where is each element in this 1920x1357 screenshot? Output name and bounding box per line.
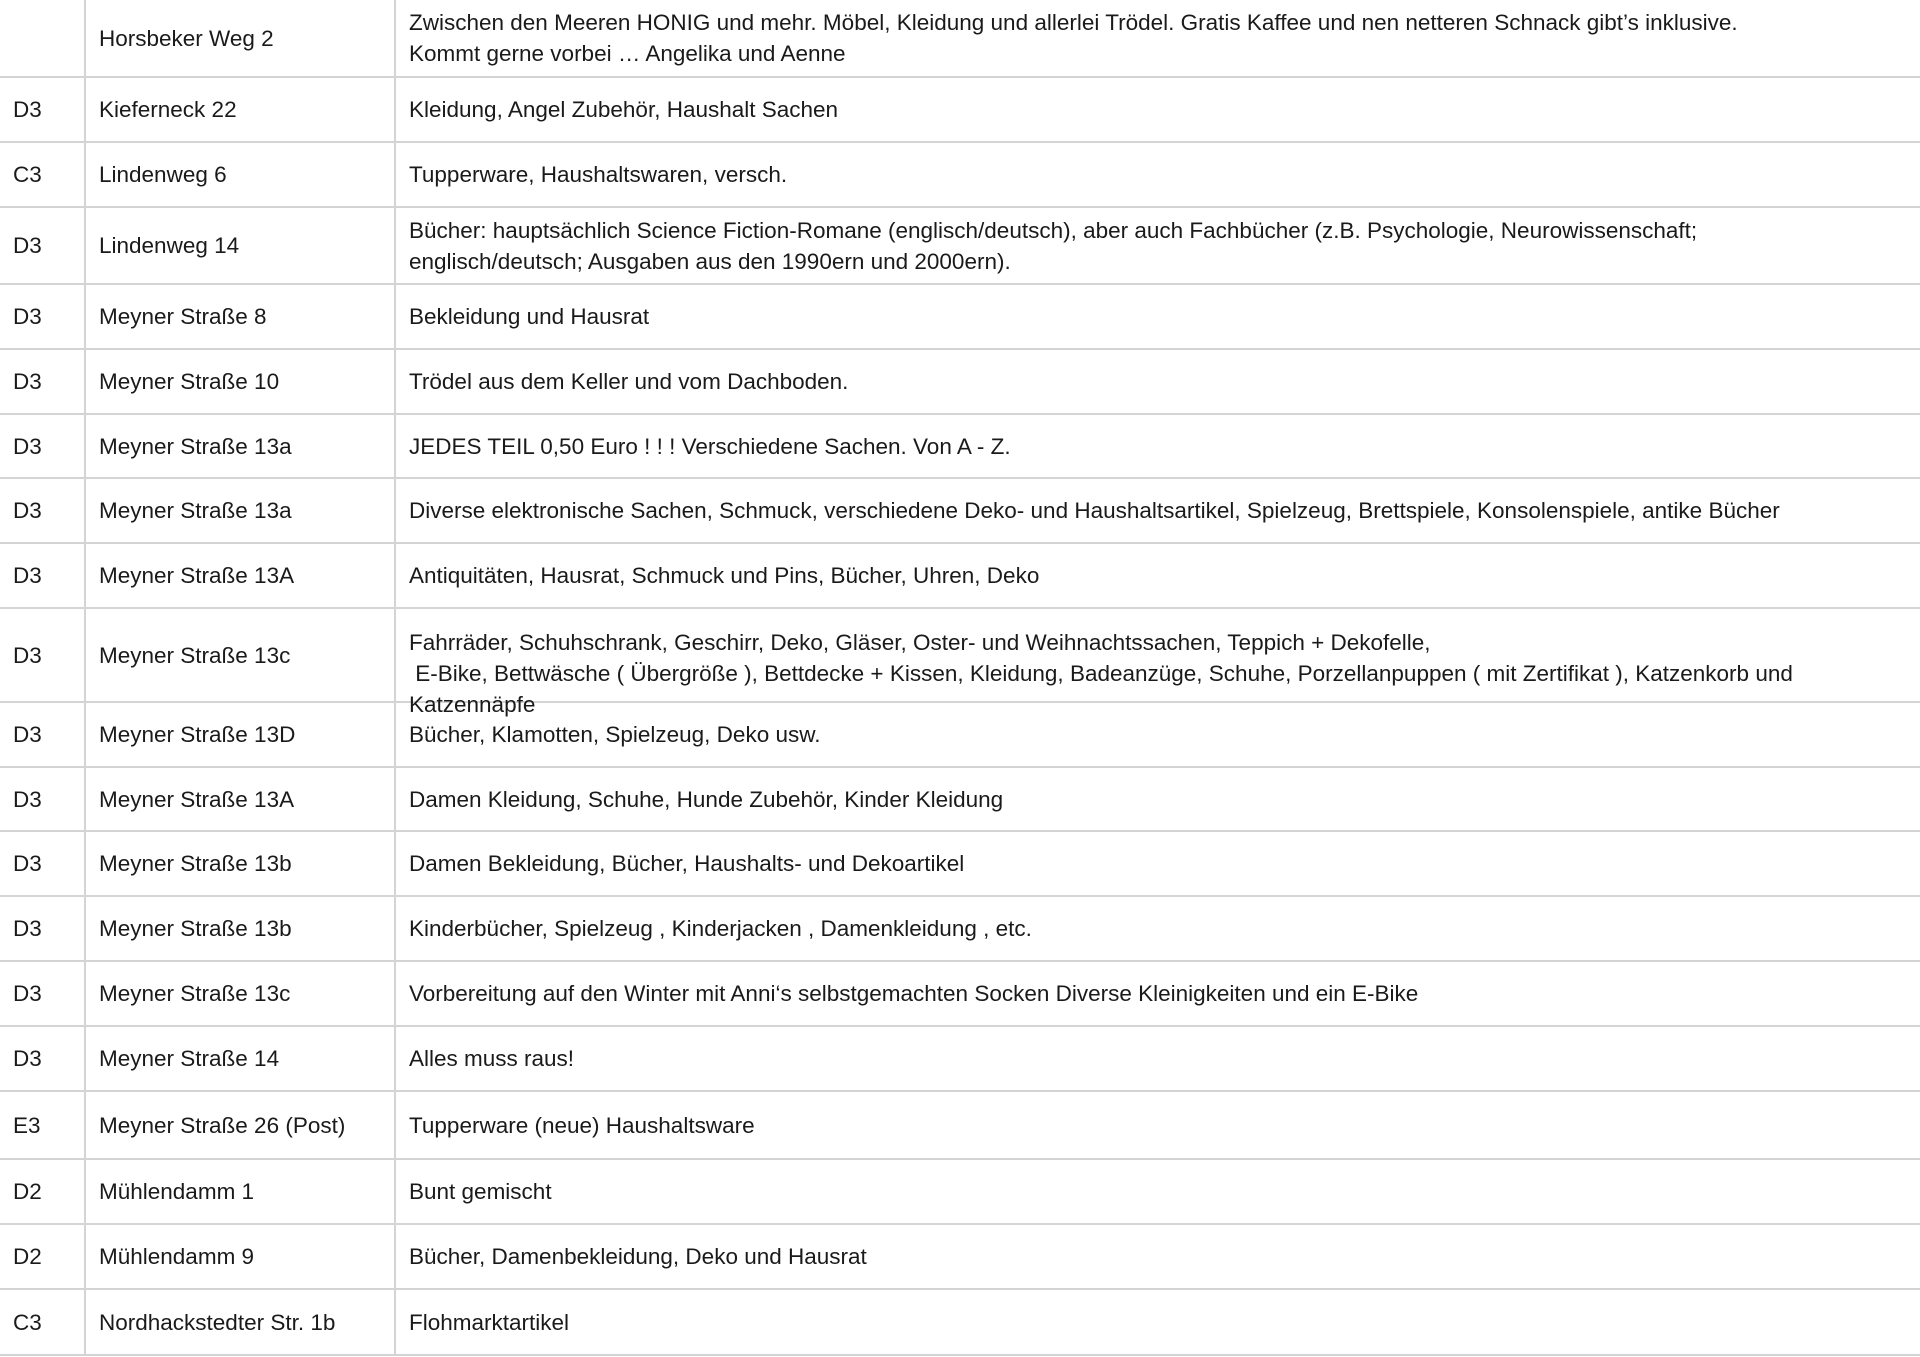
- description-line: englisch/deutsch; Ausgaben aus den 1990ern und 2000ern).: [409, 248, 1011, 274]
- table-row: [0, 349, 1920, 414]
- description-text: [409, 1043, 1907, 1074]
- description-line: Bunt gemischt: [409, 1179, 552, 1204]
- grid-cell: D2: [0, 1224, 85, 1289]
- description-cell: [395, 414, 1920, 478]
- description-text: [409, 159, 1907, 190]
- address-cell: Meyner Straße 13A: [85, 767, 395, 831]
- description-text: [409, 366, 1907, 397]
- address-cell: Meyner Straße 13c: [85, 608, 395, 702]
- address-cell: Lindenweg 14: [85, 207, 395, 284]
- table-row: [0, 1091, 1920, 1159]
- address-cell: Meyner Straße 8: [85, 284, 395, 349]
- description-line: Bekleidung und Hausrat: [409, 304, 650, 329]
- description-line: Bücher: hauptsächlich Science Fiction-Romane (englisch/deutsch), aber auch Fachbücher (z.B. Psychologie, Neurowissenschaft;: [409, 217, 1698, 243]
- description-text: [409, 431, 1907, 462]
- address-cell: Mühlendamm 9: [85, 1224, 395, 1289]
- grid-cell: D3: [0, 207, 85, 284]
- description-line: Damen Bekleidung, Bücher, Haushalts- und Dekoartikel: [409, 851, 965, 876]
- description-cell: [395, 349, 1920, 414]
- description-cell: [395, 284, 1920, 349]
- grid-cell: D3: [0, 414, 85, 478]
- grid-cell: D3: [0, 702, 85, 767]
- description-text: [409, 784, 1907, 815]
- description-text: [409, 94, 1907, 125]
- address-cell: Mühlendamm 1: [85, 1159, 395, 1224]
- description-line: Antiquitäten, Hausrat, Schmuck und Pins, Bücher, Uhren, Deko: [409, 563, 1040, 588]
- table-row: [0, 831, 1920, 896]
- address-cell: Meyner Straße 13D: [85, 702, 395, 767]
- description-line: Alles muss raus!: [409, 1046, 575, 1071]
- description-line: Fahrräder, Schuhschrank, Geschirr, Deko, Gläser, Oster- und Weihnachtssachen, Teppich + Dekofelle,: [409, 630, 1431, 655]
- address-cell: Nordhackstedter Str. 1b: [85, 1289, 395, 1355]
- description-line: Damen Kleidung, Schuhe, Hunde Zubehör, Kinder Kleidung: [409, 786, 1004, 812]
- grid-cell: D3: [0, 349, 85, 414]
- description-line: Kinderbücher, Spielzeug , Kinderjacken , Damenkleidung , etc.: [409, 916, 1032, 941]
- grid-cell: E3: [0, 1091, 85, 1159]
- description-cell: [395, 543, 1920, 608]
- description-text: [409, 7, 1907, 69]
- description-text: [409, 560, 1907, 591]
- grid-cell: D3: [0, 767, 85, 831]
- table-row: [0, 543, 1920, 608]
- grid-cell: D3: [0, 896, 85, 961]
- description-cell: [395, 478, 1920, 543]
- address-cell: Meyner Straße 13A: [85, 543, 395, 608]
- description-line: Katzennäpfe: [409, 692, 536, 717]
- description-cell: [395, 1289, 1920, 1355]
- grid-cell: D3: [0, 831, 85, 896]
- grid-cell: D2: [0, 1159, 85, 1224]
- description-cell: [395, 77, 1920, 142]
- table-row: [0, 478, 1920, 543]
- grid-cell: [0, 0, 85, 77]
- grid-cell: D3: [0, 284, 85, 349]
- grid-cell: D3: [0, 608, 85, 702]
- description-text: [409, 627, 1907, 717]
- description-line: Tupperware (neue) Haushaltsware: [409, 1112, 755, 1138]
- description-text: [409, 1241, 1907, 1272]
- description-line: Flohmarktartikel: [409, 1309, 570, 1335]
- table-row: [0, 896, 1920, 961]
- grid-cell: D3: [0, 77, 85, 142]
- table-row: [0, 77, 1920, 142]
- description-cell: [395, 207, 1920, 284]
- grid-cell: D3: [0, 961, 85, 1026]
- address-cell: Meyner Straße 10: [85, 349, 395, 414]
- address-cell: Meyner Straße 14: [85, 1026, 395, 1091]
- description-cell: [395, 1091, 1920, 1159]
- description-line: Vorbereitung auf den Winter mit Anni‘s selbstgemachten Socken Diverse Kleinigkeiten und ein E-Bike: [409, 981, 1419, 1006]
- description-cell: [395, 1026, 1920, 1091]
- address-cell: Lindenweg 6: [85, 142, 395, 207]
- description-line: Kommt gerne vorbei … Angelika und Aenne: [409, 41, 846, 66]
- description-line: Diverse elektronische Sachen, Schmuck, verschiedene Deko- und Haushaltsartikel, Spielzeug, Brettspiele, Konsolenspiele, antike Bücher: [409, 498, 1780, 523]
- description-text: [409, 301, 1907, 332]
- table-row: [0, 1026, 1920, 1091]
- description-text: [409, 1110, 1907, 1141]
- table-row: [0, 207, 1920, 284]
- address-cell: Meyner Straße 26 (Post): [85, 1091, 395, 1159]
- table-row: [0, 142, 1920, 207]
- description-line: Zwischen den Meeren HONIG und mehr. Möbel, Kleidung und allerlei Trödel. Gratis Kaffee und nen netteren Schnack gibt’s inklusive.: [409, 10, 1738, 35]
- description-cell: [395, 142, 1920, 207]
- table-row: [0, 1159, 1920, 1224]
- description-cell: [395, 608, 1920, 717]
- description-cell: [395, 767, 1920, 831]
- address-cell: Horsbeker Weg 2: [85, 0, 395, 77]
- address-cell: Meyner Straße 13a: [85, 414, 395, 478]
- grid-cell: C3: [0, 1289, 85, 1355]
- description-text: [409, 848, 1907, 879]
- description-text: [409, 495, 1907, 526]
- description-cell: [395, 896, 1920, 961]
- description-cell: [395, 1159, 1920, 1224]
- grid-cell: D3: [0, 478, 85, 543]
- description-line: Kleidung, Angel Zubehör, Haushalt Sachen: [409, 97, 839, 122]
- address-cell: Meyner Straße 13b: [85, 896, 395, 961]
- table-row: [0, 608, 1920, 702]
- description-cell: [395, 961, 1920, 1026]
- description-text: [409, 978, 1907, 1009]
- description-cell: [395, 702, 1920, 767]
- description-text: [409, 719, 1907, 750]
- description-line: Trödel aus dem Keller und vom Dachboden.: [409, 369, 849, 394]
- description-cell: [395, 0, 1920, 77]
- address-cell: Meyner Straße 13b: [85, 831, 395, 896]
- address-cell: Meyner Straße 13a: [85, 478, 395, 543]
- description-line: E-Bike, Bettwäsche ( Übergröße ), Bettdecke + Kissen, Kleidung, Badeanzüge, Schuhe, Porzellanpuppen ( mit Zertifikat ), Katzenkorb und: [409, 661, 1793, 686]
- table-row: [0, 284, 1920, 349]
- grid-cell: D3: [0, 543, 85, 608]
- description-line: JEDES TEIL 0,50 Euro ! ! ! Verschiedene Sachen. Von A - Z.: [409, 433, 1011, 459]
- address-cell: Meyner Straße 13c: [85, 961, 395, 1026]
- table-row: [0, 0, 1920, 77]
- description-text: [409, 1307, 1907, 1338]
- description-cell: [395, 1224, 1920, 1289]
- description-line: Bücher, Klamotten, Spielzeug, Deko usw.: [409, 722, 821, 747]
- description-text: [409, 913, 1907, 944]
- description-line: Bücher, Damenbekleidung, Deko und Hausrat: [409, 1244, 867, 1269]
- table-row: [0, 702, 1920, 767]
- grid-cell: D3: [0, 1026, 85, 1091]
- table-row: [0, 1289, 1920, 1355]
- description-line: Tupperware, Haushaltswaren, versch.: [409, 162, 788, 187]
- description-text: [409, 215, 1907, 277]
- table-row: [0, 961, 1920, 1026]
- table-row: [0, 414, 1920, 478]
- address-cell: Kieferneck 22: [85, 77, 395, 142]
- grid-cell: C3: [0, 142, 85, 207]
- table-row: [0, 767, 1920, 831]
- table-row: [0, 1224, 1920, 1289]
- description-cell: [395, 831, 1920, 896]
- description-text: [409, 1176, 1907, 1207]
